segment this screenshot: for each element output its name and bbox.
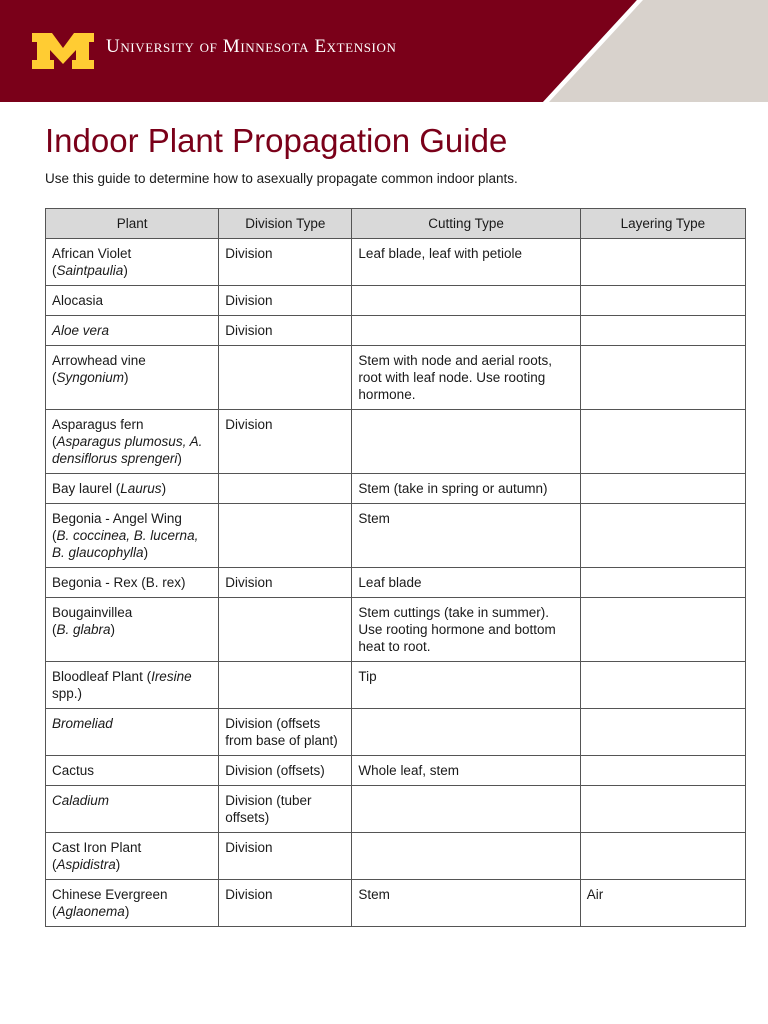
layering-type-cell (580, 568, 745, 598)
plant-name-text: ) (143, 545, 149, 560)
column-header-cutting-type: Cutting Type (352, 209, 580, 239)
plant-cell (46, 504, 219, 568)
plant-name-text: ) (115, 857, 121, 872)
plant-name-text: ( (52, 528, 57, 543)
propagation-table (45, 208, 746, 927)
plant-name-text: ( (52, 370, 57, 385)
cutting-type-cell (352, 833, 580, 880)
plant-scientific-name: Aspidistra (56, 857, 116, 872)
plant-name-text: ) (161, 481, 167, 496)
cutting-type-cell: Leaf blade (352, 568, 580, 598)
table-row (46, 833, 746, 880)
division-type-cell: Division (offsets) (219, 756, 352, 786)
table-row (46, 786, 746, 833)
division-type-cell (219, 504, 352, 568)
division-type-cell: Division (219, 239, 352, 286)
cutting-type-cell: Tip (352, 662, 580, 709)
plant-name-text: Arrowhead vine (52, 353, 146, 368)
plant-name-text: Cast Iron Plant (52, 840, 142, 855)
plant-scientific-name: Bromeliad (52, 716, 113, 731)
table-row (46, 286, 746, 316)
layering-type-cell (580, 474, 745, 504)
plant-cell (46, 662, 219, 709)
table-row (46, 662, 746, 709)
plant-cell (46, 833, 219, 880)
plant-cell (46, 880, 219, 927)
plant-name-text: ( (52, 622, 57, 637)
plant-cell (46, 598, 219, 662)
plant-name-text: ) (123, 263, 128, 278)
intro-text: Use this guide to determine how to asexually propagate common indoor plants. (45, 171, 518, 186)
cutting-type-cell: Stem with node and aerial roots, root with leaf node. Use rooting hormone. (352, 346, 580, 410)
plant-cell (46, 786, 219, 833)
cutting-type-cell: Stem (352, 504, 580, 568)
organization-name: University of Minnesota Extension (106, 36, 397, 57)
plant-scientific-name: Syngonium (56, 370, 125, 385)
plant-scientific-name: B. glabra (56, 622, 111, 637)
layering-type-cell (580, 598, 745, 662)
plant-name-text: Alocasia (52, 293, 104, 308)
layering-type-cell (580, 756, 745, 786)
plant-name-text: ) (177, 451, 182, 466)
division-type-cell: Division (offsets from base of plant) (219, 709, 352, 756)
cutting-type-cell (352, 709, 580, 756)
plant-name-text: Bougainvillea (52, 605, 133, 620)
plant-cell (46, 410, 219, 474)
plant-name-text: Bloodleaf Plant ( (52, 669, 152, 684)
plant-name-text: Cactus (52, 763, 95, 778)
division-type-cell: Division (219, 833, 352, 880)
table-row (46, 346, 746, 410)
layering-type-cell (580, 786, 745, 833)
table-row (46, 880, 746, 927)
layering-type-cell (580, 239, 745, 286)
plant-scientific-name: Aglaonema (56, 904, 125, 919)
plant-scientific-name: Laurus (120, 481, 162, 496)
table-row (46, 756, 746, 786)
plant-name-text: ( (52, 857, 57, 872)
plant-name-text: ( (52, 434, 57, 449)
plant-cell (46, 709, 219, 756)
table-header-row (46, 209, 746, 239)
plant-name-text: Begonia - Rex (B. rex) (52, 575, 186, 590)
layering-type-cell (580, 410, 745, 474)
division-type-cell (219, 662, 352, 709)
plant-scientific-name: Saintpaulia (56, 263, 124, 278)
plant-name-text: Asparagus fern (52, 417, 144, 432)
layering-type-cell: Air (580, 880, 745, 927)
plant-cell (46, 239, 219, 286)
layering-type-cell (580, 286, 745, 316)
layering-type-cell (580, 346, 745, 410)
table-row (46, 316, 746, 346)
plant-name-text: ) (124, 904, 130, 919)
table-row (46, 474, 746, 504)
page-title: Indoor Plant Propagation Guide (45, 122, 508, 159)
cutting-type-cell: Stem cuttings (take in summer). Use rooting hormone and bottom heat to root. (352, 598, 580, 662)
table-row (46, 598, 746, 662)
division-type-cell (219, 598, 352, 662)
plant-name-text: ) (110, 622, 116, 637)
division-type-cell (219, 346, 352, 410)
division-type-cell: Division (219, 568, 352, 598)
plant-name-text: Chinese Evergreen (52, 887, 168, 902)
plant-cell (46, 756, 219, 786)
division-type-cell: Division (tuber offsets) (219, 786, 352, 833)
plant-name-text: African Violet (52, 246, 132, 261)
layering-type-cell (580, 504, 745, 568)
division-type-cell: Division (219, 410, 352, 474)
plant-cell (46, 346, 219, 410)
cutting-type-cell: Stem (take in spring or autumn) (352, 474, 580, 504)
cutting-type-cell (352, 316, 580, 346)
column-header-plant: Plant (46, 209, 219, 239)
plant-scientific-name: Iresine (151, 669, 192, 684)
plant-cell (46, 316, 219, 346)
column-header-division-type: Division Type (219, 209, 352, 239)
plant-scientific-name: Asparagus plumosus, A. densiflorus sprengeri (52, 434, 203, 466)
plant-name-text: ( (52, 904, 57, 919)
cutting-type-cell: Leaf blade, leaf with petiole (352, 239, 580, 286)
layering-type-cell (580, 709, 745, 756)
cutting-type-cell (352, 410, 580, 474)
cutting-type-cell: Whole leaf, stem (352, 756, 580, 786)
university-block-m-logo (30, 31, 96, 71)
table-row (46, 568, 746, 598)
plant-cell (46, 568, 219, 598)
plant-name-text: Bay laurel ( (52, 481, 121, 496)
plant-scientific-name: B. coccinea, B. lucerna, B. glaucophylla (52, 528, 199, 560)
table-body (46, 239, 746, 927)
cutting-type-cell: Stem (352, 880, 580, 927)
division-type-cell: Division (219, 316, 352, 346)
plant-scientific-name: Caladium (52, 793, 110, 808)
plant-name-text: ) (124, 370, 129, 385)
table-row (46, 239, 746, 286)
division-type-cell (219, 474, 352, 504)
header-banner (0, 0, 768, 102)
column-header-layering-type: Layering Type (580, 209, 745, 239)
plant-name-text: Begonia - Angel Wing (52, 511, 182, 526)
layering-type-cell (580, 662, 745, 709)
division-type-cell: Division (219, 286, 352, 316)
plant-name-text: spp.) (52, 686, 83, 701)
table-row (46, 410, 746, 474)
division-type-cell: Division (219, 880, 352, 927)
layering-type-cell (580, 316, 745, 346)
cutting-type-cell (352, 286, 580, 316)
plant-name-text: ( (52, 263, 57, 278)
plant-scientific-name: Aloe vera (52, 323, 110, 338)
table-row (46, 709, 746, 756)
plant-cell (46, 474, 219, 504)
table-row (46, 504, 746, 568)
plant-cell (46, 286, 219, 316)
cutting-type-cell (352, 786, 580, 833)
layering-type-cell (580, 833, 745, 880)
